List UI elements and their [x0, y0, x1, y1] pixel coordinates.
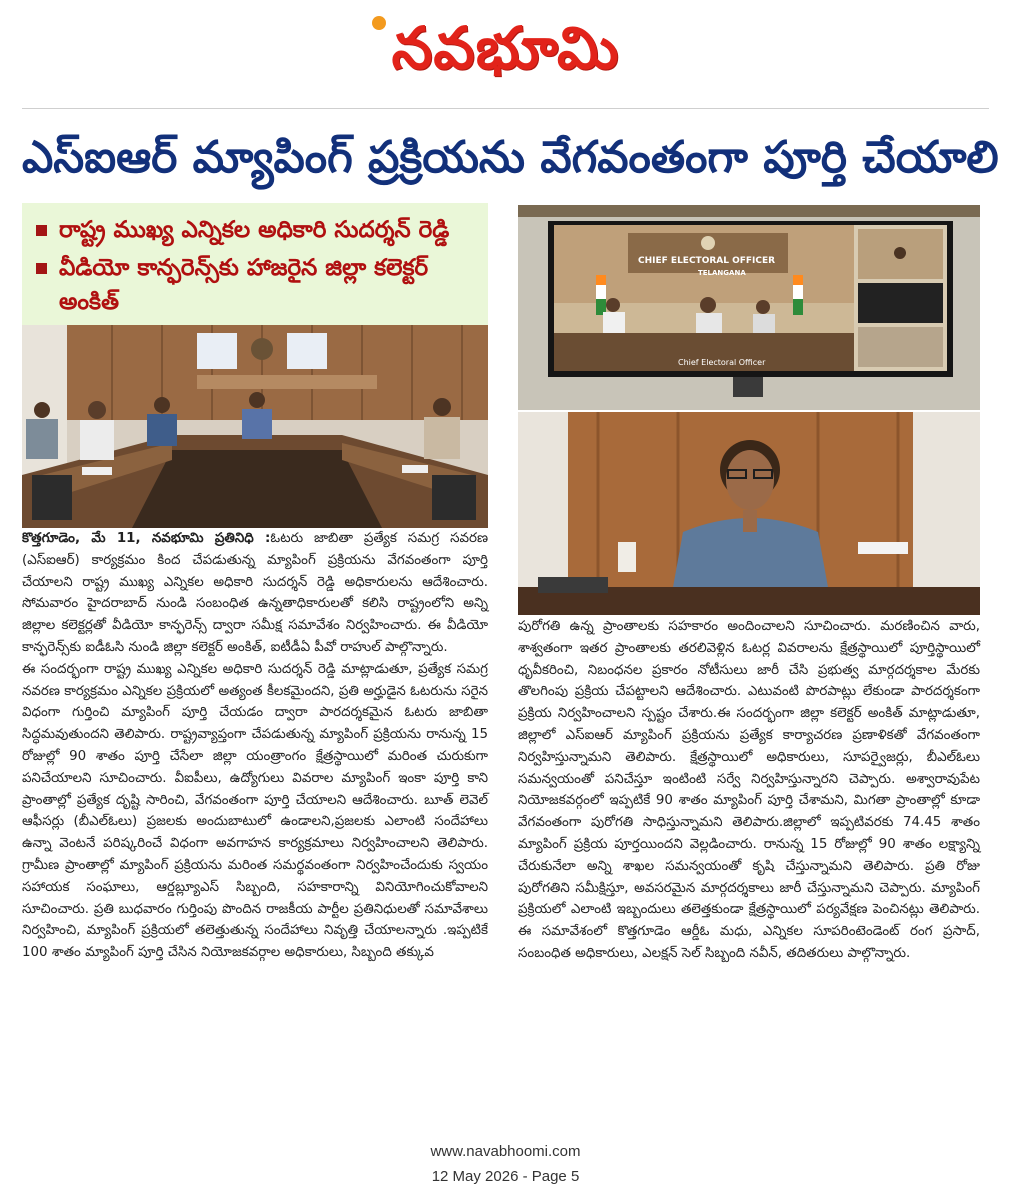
- highlight-item: [32, 251, 478, 319]
- video-conference-screen-image: [518, 205, 980, 410]
- headline: ఎస్ఐఆర్ మ్యాపింగ్ ప్రక్రియను వేగవంతంగా పూర్తి చేయాలి: [22, 132, 999, 183]
- article-left-column: [22, 528, 488, 964]
- paragraph-text: ఓటరు జాబితా ప్రత్యేక సమగ్ర సవరణ (ఎస్ఐఆర్) కార్యక్రమం కింద చేపడుతున్న మ్యాపింగ్ ప్రక్రియను వేగవంతంగా పూర్తి చేయాలని రాష్ట్ర ముఖ్య ఎన్నికల అధికారి సుదర్శన్ రెడ్డి అధికారులను ఆదేశించారు. సోమవారం హైదరాబాద్ నుండి సంబంధిత ఉన్నతాధికారులతో కలిసి రాష్ట్రంలోని అన్ని జిల్లాల కలెక్టర్లతో వీడియో కాన్ఫరెన్స్ ద్వారా సమీక్ష సమావేశం నిర్వహించారు. ఈ వీడియో కాన్ఫరెన్స్‌కు ఐడీఓసి నుండి జిల్లా కలెక్టర్ అంకిత్, ఐటీడీఏ పీవో రాహుల్ పాల్గొన్నారు.: [22, 531, 489, 655]
- article-right-column: [518, 616, 980, 965]
- highlight-text: రాష్ట్ర ముఖ్య ఎన్నికల అధికారి సుదర్శన్ రెడ్డి: [59, 217, 450, 243]
- conference-room-image: [22, 325, 488, 528]
- photo-video-conference: [518, 205, 980, 410]
- collector-image: [518, 412, 980, 615]
- masthead: [0, 12, 1011, 84]
- article-paragraph: ఈ సందర్భంగా రాష్ట్ర ముఖ్య ఎన్నికల అధికారి సుదర్శన్ రెడ్డి మాట్లాడుతూ, ప్రత్యేక సమగ్ర నవరణ కార్యక్రమం ఎన్నికల ప్రక్రియలో అత్యంత కీలకమైందని, ప్రతి అర్హుడైన ఓటరును సరైన విధంగా గుర్తించి మ్యాపింగ్ పూర్తి చేయడం ద్వారా పారదర్శకమైన ఓటరు జాబితా సిద్ధమవుతుందని తెలిపారు. రాష్ట్రవ్యాప్తంగా చేపడుతున్న మ్యాపింగ్ ప్రక్రియను రానున్న 15 రోజుల్లో 90 శాతం పూర్తి చేసేలా జిల్లా యంత్రాంగం క్షేత్రస్థాయిలో మరింత చురుకుగా పనిచేయాలని సూచించారు. వీఐపీలు, ఉద్యోగులు వివరాల మ్యాపింగ్ ఇంకా పూర్తి కాని ప్రాంతాల్లో ప్రత్యేక దృష్టి సారించి, వేగవంతంగా పూర్తి చేయాలని ఆదేశించారు. బూత్ లెవెల్ ఆఫీసర్లు (బీఎల్ఓలు) ప్రజలకు అందుబాటులో ఉండాలని,ప్రజలకు ఎలాంటి సందేహాలు ఉన్నా వెంటనే పరిష్కరించే విధంగా అవగాహన కార్యక్రమాలు నిర్వహించాలని తెలిపారు. గ్రామీణ ప్రాంతాల్లో మ్యాపింగ్ ప్రక్రియను మరింత సమర్థవంతంగా నిర్వహించేందుకు స్వయం సహాయక సంఘాలు, ఆర్డబ్ల్యూఎస్ సిబ్బంది, సహకారాన్ని వినియోగించుకోవాలని సూచించారు. ప్రతి బుధవారం గుర్తింపు పొందిన రాజకీయ పార్టీల ప్రతినిధులతో సమావేశాలు నిర్వహించి, మ్యాపింగ్ ప్రక్రియలో తలెత్తుతున్న సందేహాలు నివృత్తి చేయాలన్నారు .ఇప్పటికే 100 శాతం మ్యాపింగ్ పూర్తి చేసిన నియోజకవర్గాల అధికారులు, సిబ్బంది తక్కువ: [22, 661, 488, 961]
- highlight-text: వీడియో కాన్ఫరెన్స్‌కు హాజరైన జిల్లా కలెక్టర్ అంకిత్: [59, 255, 429, 315]
- screen-caption: Chief Electoral Officer: [678, 358, 766, 367]
- highlights-box: [22, 203, 488, 325]
- article-paragraph: [22, 528, 488, 659]
- newspaper-logo: నవభూమి: [391, 14, 620, 82]
- screen-title: CHIEF ELECTORAL OFFICER: [638, 256, 776, 266]
- photo-conference-room: [22, 325, 488, 528]
- masthead-divider: [22, 108, 989, 109]
- footer-date-page: 12 May 2026 - Page 5: [431, 1168, 580, 1185]
- bullet-icon: [36, 263, 47, 274]
- dateline: కొత్తగూడెం, మే 11, నవభూమి ప్రతినిధి :: [22, 531, 271, 546]
- screen-subtitle: TELANGANA: [698, 269, 746, 277]
- article-paragraph: పురోగతి ఉన్న ప్రాంతాలకు సహకారం అందించాలని సూచించారు. మరణించిన వారు, శాశ్వతంగా ఇతర ప్రాంతాలకు తరలివెళ్లిన ఓటర్ల వివరాలను క్షేత్రస్థాయిలో పూర్తిస్థాయిలో ధృవీకరించి, నిబంధనల ప్రకారం నోటీసులు జారీ చేసి ప్రభుత్వ మార్గదర్శకాల మేరకు తొలగింపు ప్రక్రియ చేపట్టాలని ఆదేశించారు. ఎటువంటి పొరపాట్లు లేకుండా పారదర్శకంగా ప్రక్రియ నిర్వహించాలని స్పష్టం చేశారు.ఈ సందర్భంగా జిల్లా కలెక్టర్ అంకిత్ మాట్లాడుతూ, జిల్లాలో ఎస్ఐఆర్ మ్యాపింగ్ ప్రక్రియను ప్రత్యేక కార్యాచరణ ప్రణాళికతో వేగవంతంగా నిర్వహిస్తున్నామని తెలిపారు. క్షేత్రస్థాయిలో అధికారులు, సూపర్వైజర్లు, బీఎల్ఓలు సమన్వయంతో పనిచేస్తూ ఇంటింటి సర్వే నిర్వహిస్తున్నారని చెప్పారు. అశ్వారావుపేట నియోజకవర్గంలో ఇప్పటికే 90 శాతం మ్యాపింగ్ పూర్తి చేశామని, మిగతా ప్రాంతాల్లో కూడా వేగవంతంగా పురోగతి సాధిస్తున్నామని తెలిపారు.జిల్లాలో ఇప్పటివరకు 74.45 శాతం మ్యాపింగ్ ప్రక్రియ పూర్తయిందని వెల్లడించారు. రానున్న 15 రోజుల్లో 90 శాతం లక్ష్యాన్ని చేరుకునేలా అన్ని శాఖల సమన్వయంతో కృషి చేస్తున్నామని తెలిపారు. ప్రతి రోజు పురోగతిని సమీక్షిస్తూ, అవసరమైన మార్గదర్శకాలు జారీ చేస్తున్నామని చెప్పారు. మ్యాపింగ్ ప్రక్రియలో ఎలాంటి ఇబ్బందులు తలెత్తకుండా క్షేత్రస్థాయిలో పర్యవేక్షణ పెంచినట్లు తెలిపారు. ఈ సమావేశంలో కొత్తగూడెం ఆర్డీఓ మధు, ఎన్నికల సూపరింటెండెంట్ రంగ ప్రసాద్, సంబంధిత అధికారులు, ఎలక్షన్ సెల్ సిబ్బంది నవీన్, తదితరులు పాల్గొన్నారు.: [518, 619, 980, 961]
- bullet-icon: [36, 225, 47, 236]
- highlight-item: [32, 213, 478, 247]
- footer-url[interactable]: www.navabhoomi.com: [430, 1143, 581, 1160]
- logo-accent-dot: [372, 16, 386, 30]
- photo-district-collector: [518, 412, 980, 615]
